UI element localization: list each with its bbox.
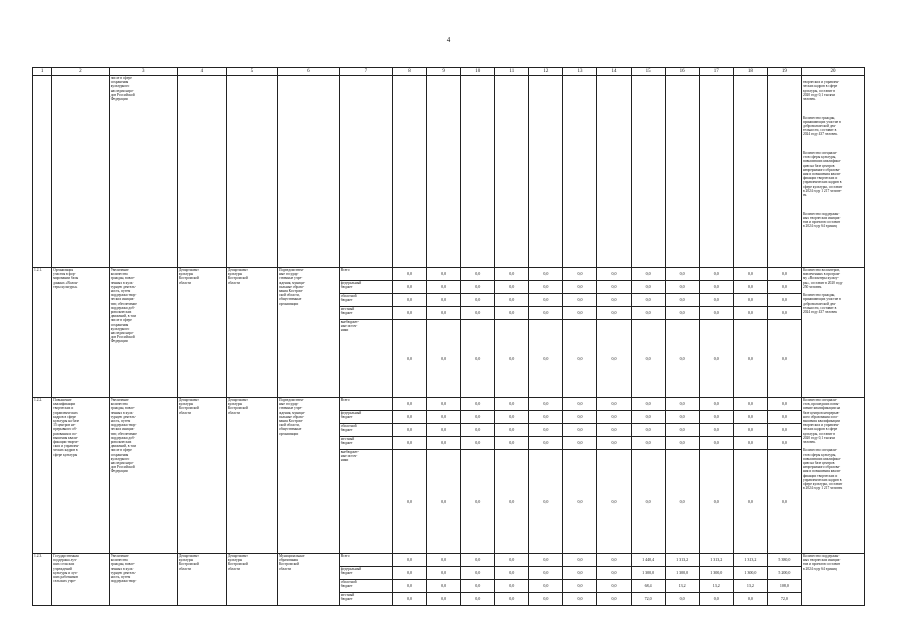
column-number-19: 19 bbox=[767, 68, 801, 76]
funding-value: 0,0 bbox=[495, 294, 529, 307]
funding-value: 0,0 bbox=[393, 437, 427, 450]
funding-value: 0,0 bbox=[699, 281, 733, 294]
funding-value: 0,0 bbox=[699, 450, 733, 554]
coexecutor: Департамент культуры Костромской области bbox=[226, 554, 277, 606]
funding-value: 0,0 bbox=[767, 307, 801, 320]
column-number-1: 1 bbox=[33, 68, 52, 76]
funding-value: 0,0 bbox=[665, 411, 699, 424]
funding-value: 0,0 bbox=[529, 411, 563, 424]
funding-value: 0,0 bbox=[461, 307, 495, 320]
funding-source: федеральный бюджет bbox=[339, 281, 392, 294]
funding-source: внебюджет- ные источ- ники bbox=[339, 450, 392, 554]
funding-value: 0,0 bbox=[495, 580, 529, 593]
funding-value: 5 200,0 bbox=[767, 567, 801, 580]
funding-value: 0,0 bbox=[597, 567, 631, 580]
funding-value: 1 300,0 bbox=[631, 567, 665, 580]
funding-value: 0,0 bbox=[665, 437, 699, 450]
funding-value: 0,0 bbox=[631, 411, 665, 424]
cont-cell-7 bbox=[339, 76, 392, 268]
table-row bbox=[33, 554, 865, 567]
column-number-14: 14 bbox=[597, 68, 631, 76]
funding-value: 0,0 bbox=[495, 437, 529, 450]
cont-cell-15 bbox=[631, 76, 665, 268]
funding-value: 0,0 bbox=[767, 320, 801, 398]
funding-value: 0,0 bbox=[393, 411, 427, 424]
participants: Подведомствен- ные государ- ственные учре- ждения, муници- пальные образо- вания Костром- ской области, общественные организации bbox=[277, 268, 339, 398]
funding-value: 0,0 bbox=[699, 411, 733, 424]
funding-value: 0,0 bbox=[563, 450, 597, 554]
continuation-row bbox=[33, 76, 865, 268]
funding-value: 0,0 bbox=[563, 268, 597, 281]
funding-value: 0,0 bbox=[665, 450, 699, 554]
funding-value: 0,0 bbox=[733, 398, 767, 411]
column-number-3: 3 bbox=[109, 68, 177, 76]
funding-value: 0,0 bbox=[597, 320, 631, 398]
funding-value: 0,0 bbox=[733, 268, 767, 281]
funding-value: 0,0 bbox=[665, 424, 699, 437]
funding-value: 0,0 bbox=[529, 437, 563, 450]
funding-value: 0,0 bbox=[427, 411, 461, 424]
funding-value: 0,0 bbox=[767, 450, 801, 554]
funding-value: 0,0 bbox=[563, 411, 597, 424]
funding-value: 0,0 bbox=[427, 307, 461, 320]
funding-value: 0,0 bbox=[665, 307, 699, 320]
funding-value: 0,0 bbox=[699, 398, 733, 411]
funding-value: 0,0 bbox=[631, 320, 665, 398]
funding-value: 0,0 bbox=[393, 281, 427, 294]
row-number: 1.2.3. bbox=[33, 554, 52, 606]
cont-cell-2 bbox=[52, 76, 110, 268]
coexecutor: Департамент культуры Костромской области bbox=[226, 398, 277, 554]
funding-value: 0,0 bbox=[631, 268, 665, 281]
funding-value: 0,0 bbox=[699, 437, 733, 450]
measure-name: Организация участия в фор- мировании базы данных «Волон- теры культуры» bbox=[52, 268, 110, 398]
funding-value: 0,0 bbox=[393, 398, 427, 411]
funding-value: 0,0 bbox=[461, 437, 495, 450]
column-number-5: 5 bbox=[226, 68, 277, 76]
program-table-sheet bbox=[32, 67, 865, 606]
funding-value: 0,0 bbox=[563, 554, 597, 567]
funding-value: 0,0 bbox=[393, 268, 427, 281]
expected-result: Количество волонтеров, вовлеченных в програм- му «Волонтеры культу- ры», составит в 2020 году 250 человек. Количество граждан, принимающих участие в добровольческой дея- тельности, составит в 2024 году 437 человек bbox=[801, 268, 864, 398]
funding-value: 0,0 bbox=[427, 281, 461, 294]
funding-value: 0,0 bbox=[665, 268, 699, 281]
cont-cell-18 bbox=[733, 76, 767, 268]
funding-source: внебюджет- ные источ- ники bbox=[339, 320, 392, 398]
funding-value: 0,0 bbox=[733, 450, 767, 554]
funding-value: 0,0 bbox=[393, 424, 427, 437]
program-table bbox=[32, 67, 865, 606]
cont-cell-14 bbox=[597, 76, 631, 268]
funding-value: 0,0 bbox=[597, 424, 631, 437]
funding-value: 0,0 bbox=[461, 398, 495, 411]
funding-value: 0,0 bbox=[529, 567, 563, 580]
funding-value: 0,0 bbox=[631, 450, 665, 554]
funding-value: 0,0 bbox=[699, 593, 733, 606]
column-number-9: 9 bbox=[427, 68, 461, 76]
funding-source: федеральный бюджет bbox=[339, 411, 392, 424]
measure-goal: Увеличение количества граждан, вовле- ченных в куль- турную деятель- ность, путем поддержки твор- ческих инициа- тив; обеспечение поддержки доб- ровольческих движений, в том числе в сфере сохранения культурного наследия наро- дов Российской Федерации bbox=[109, 268, 177, 398]
funding-value: 0,0 bbox=[563, 281, 597, 294]
funding-value: 0,0 bbox=[495, 450, 529, 554]
cont-cell-5 bbox=[226, 76, 277, 268]
column-number-16: 16 bbox=[665, 68, 699, 76]
cont-result-cell bbox=[801, 76, 864, 268]
column-number-row bbox=[33, 68, 865, 76]
column-number-10: 10 bbox=[461, 68, 495, 76]
funding-value: 0,0 bbox=[529, 281, 563, 294]
funding-value: 0,0 bbox=[461, 424, 495, 437]
funding-value: 0,0 bbox=[597, 307, 631, 320]
column-number-20: 20 bbox=[801, 68, 864, 76]
funding-value: 0,0 bbox=[665, 294, 699, 307]
funding-source: Всего bbox=[339, 398, 392, 411]
column-number-11: 11 bbox=[495, 68, 529, 76]
funding-value: 1 300,0 bbox=[733, 567, 767, 580]
measure-name: Повышение квалификации творческих и управленческих кадров в сфере культуры на базе 15 центров не- прерывного об- разования и по- вышения квали- фикации творче- ских и управлен- ческих кадров в сфере культуры bbox=[52, 398, 110, 554]
funding-value: 0,0 bbox=[461, 593, 495, 606]
funding-value: 0,0 bbox=[767, 437, 801, 450]
funding-value: 0,0 bbox=[597, 450, 631, 554]
responsible-executor: Департамент культуры Костромской области bbox=[177, 398, 226, 554]
responsible-executor: Департамент культуры Костромской области bbox=[177, 554, 226, 606]
funding-value: 1 440,4 bbox=[631, 554, 665, 567]
funding-value: 0,0 bbox=[495, 411, 529, 424]
cont-cell-16 bbox=[665, 76, 699, 268]
cont-cell-13 bbox=[563, 76, 597, 268]
funding-value: 0,0 bbox=[563, 307, 597, 320]
column-number-4: 4 bbox=[177, 68, 226, 76]
funding-value: 13,2 bbox=[665, 580, 699, 593]
cont-cell-10 bbox=[461, 76, 495, 268]
coexecutor: Департамент культуры Костромской области bbox=[226, 268, 277, 398]
table-row bbox=[33, 398, 865, 411]
funding-value: 1 300,0 bbox=[665, 567, 699, 580]
column-number-8: 8 bbox=[393, 68, 427, 76]
funding-value: 0,0 bbox=[597, 580, 631, 593]
funding-value: 0,0 bbox=[529, 398, 563, 411]
funding-value: 0,0 bbox=[427, 593, 461, 606]
funding-value: 5 380,0 bbox=[767, 554, 801, 567]
cont-result-2: Количество граждан, принимающих участие в добровольческой дея- тельности, составит в 2024 году 437 человек. bbox=[802, 115, 841, 137]
funding-value: 0,0 bbox=[427, 398, 461, 411]
funding-value: 0,0 bbox=[461, 567, 495, 580]
cont-cell-6 bbox=[277, 76, 339, 268]
funding-value: 1 313,2 bbox=[665, 554, 699, 567]
funding-value: 0,0 bbox=[495, 554, 529, 567]
funding-value: 0,0 bbox=[393, 554, 427, 567]
funding-value: 0,0 bbox=[597, 437, 631, 450]
funding-value: 0,0 bbox=[631, 281, 665, 294]
cont-cell-4 bbox=[177, 76, 226, 268]
funding-value: 0,0 bbox=[529, 294, 563, 307]
column-number-12: 12 bbox=[529, 68, 563, 76]
funding-value: 0,0 bbox=[767, 398, 801, 411]
funding-value: 0,0 bbox=[529, 554, 563, 567]
funding-value: 13,2 bbox=[733, 580, 767, 593]
funding-value: 0,0 bbox=[393, 320, 427, 398]
funding-value: 0,0 bbox=[393, 567, 427, 580]
cont-result-3: Количество специали- стов сферы культуры, повысивших квалифика- цию на базе центров непрерывного образова- ния и повышения квали- фикации творческих и управленческих кадров в сфере культуры, составит в 2024 году 1 217 челове- ек. bbox=[802, 151, 843, 198]
row-number: 1.2.1. bbox=[33, 268, 52, 398]
funding-value: 0,0 bbox=[495, 398, 529, 411]
funding-value: 0,0 bbox=[597, 268, 631, 281]
funding-value: 0,0 bbox=[461, 554, 495, 567]
funding-source: местный бюджет bbox=[339, 307, 392, 320]
funding-value: 0,0 bbox=[733, 307, 767, 320]
funding-value: 68,4 bbox=[631, 580, 665, 593]
funding-value: 0,0 bbox=[563, 320, 597, 398]
funding-value: 0,0 bbox=[427, 294, 461, 307]
cont-cell-19 bbox=[767, 76, 801, 268]
participants: Муниципальные образования Костромской области bbox=[277, 554, 339, 606]
funding-value: 0,0 bbox=[631, 424, 665, 437]
funding-value: 0,0 bbox=[427, 320, 461, 398]
page-number: 4 bbox=[446, 36, 451, 44]
column-number-2: 2 bbox=[52, 68, 110, 76]
funding-value: 72,0 bbox=[631, 593, 665, 606]
funding-value: 0,0 bbox=[495, 424, 529, 437]
funding-value: 0,0 bbox=[699, 294, 733, 307]
funding-value: 0,0 bbox=[597, 554, 631, 567]
funding-value: 0,0 bbox=[461, 450, 495, 554]
funding-value: 0,0 bbox=[733, 424, 767, 437]
funding-value: 0,0 bbox=[495, 281, 529, 294]
funding-value: 0,0 bbox=[597, 411, 631, 424]
funding-value: 0,0 bbox=[563, 398, 597, 411]
funding-value: 0,0 bbox=[427, 437, 461, 450]
funding-value: 0,0 bbox=[461, 411, 495, 424]
funding-value: 0,0 bbox=[733, 411, 767, 424]
row-number: 1.2.2. bbox=[33, 398, 52, 554]
column-number-15: 15 bbox=[631, 68, 665, 76]
funding-value: 0,0 bbox=[563, 294, 597, 307]
funding-source: Всего bbox=[339, 268, 392, 281]
funding-value: 0,0 bbox=[665, 281, 699, 294]
column-number-6: 6 bbox=[277, 68, 339, 76]
funding-value: 0,0 bbox=[733, 320, 767, 398]
funding-source: областной бюджет bbox=[339, 580, 392, 593]
funding-value: 0,0 bbox=[699, 424, 733, 437]
funding-value: 0,0 bbox=[563, 580, 597, 593]
funding-value: 0,0 bbox=[495, 307, 529, 320]
funding-value: 0,0 bbox=[529, 320, 563, 398]
funding-value: 0,0 bbox=[427, 268, 461, 281]
funding-value: 0,0 bbox=[461, 281, 495, 294]
funding-value: 0,0 bbox=[393, 593, 427, 606]
funding-value: 0,0 bbox=[665, 593, 699, 606]
funding-value: 0,0 bbox=[529, 450, 563, 554]
funding-value: 0,0 bbox=[733, 294, 767, 307]
funding-value: 0,0 bbox=[665, 398, 699, 411]
funding-value: 1 313,2 bbox=[733, 554, 767, 567]
expected-result: Количество специали- стов, прошедших повы- шение квалификации на базе центров непрерыв- ного образования и по- вышения квалификации творческих и управлен- ческих кадров в сфере культуры, составит в 2020 году 0,1 тысячи человек. Количество специали- стов сферы культуры, повысивших квалифика- цию на базе центров непрерывного образова- ния и повышения квали- фикации творческих и управленческих кадров в сфере культуры, составит в 2024 году 1 217 человек bbox=[801, 398, 864, 554]
cont-cell-11 bbox=[495, 76, 529, 268]
responsible-executor: Департамент культуры Костромской области bbox=[177, 268, 226, 398]
funding-value: 0,0 bbox=[597, 281, 631, 294]
funding-value: 72,0 bbox=[767, 593, 801, 606]
funding-value: 0,0 bbox=[427, 424, 461, 437]
measure-name: Государственная поддержка луч- ших сельских учреждений культуры и луч- ших работников сельских учре- bbox=[52, 554, 110, 606]
funding-value: 0,0 bbox=[563, 567, 597, 580]
funding-value: 0,0 bbox=[665, 320, 699, 398]
expected-result: Количество поддержан- ных творческих инициа- тив и проектов составит в 2024 году 64 единиц bbox=[801, 554, 864, 606]
funding-value: 1 313,2 bbox=[699, 554, 733, 567]
funding-value: 0,0 bbox=[767, 268, 801, 281]
funding-value: 0,0 bbox=[495, 567, 529, 580]
funding-value: 0,0 bbox=[631, 398, 665, 411]
measure-goal: Увеличение количества граждан, вовле- ченных в куль- турную деятель- ность, путем поддержки твор- bbox=[109, 554, 177, 606]
funding-value: 0,0 bbox=[427, 450, 461, 554]
column-number-18: 18 bbox=[733, 68, 767, 76]
funding-value: 0,0 bbox=[529, 268, 563, 281]
funding-value: 0,0 bbox=[631, 437, 665, 450]
funding-value: 0,0 bbox=[495, 593, 529, 606]
cont-goal-text: числе в сфере сохранения культурного наследия наро- дов Российской Федерации bbox=[109, 76, 177, 268]
column-number-13: 13 bbox=[563, 68, 597, 76]
funding-value: 0,0 bbox=[699, 320, 733, 398]
cont-cell-12 bbox=[529, 76, 563, 268]
funding-value: 0,0 bbox=[563, 593, 597, 606]
funding-value: 0,0 bbox=[767, 281, 801, 294]
funding-value: 0,0 bbox=[631, 307, 665, 320]
funding-value: 0,0 bbox=[427, 580, 461, 593]
funding-value: 0,0 bbox=[767, 424, 801, 437]
funding-value: 0,0 bbox=[529, 424, 563, 437]
funding-value: 0,0 bbox=[733, 437, 767, 450]
cont-cell-8 bbox=[393, 76, 427, 268]
funding-source: местный бюджет bbox=[339, 593, 392, 606]
funding-value: 0,0 bbox=[597, 294, 631, 307]
funding-source: местный бюджет bbox=[339, 437, 392, 450]
funding-value: 0,0 bbox=[461, 268, 495, 281]
funding-source: Всего bbox=[339, 554, 392, 567]
funding-value: 0,0 bbox=[767, 294, 801, 307]
funding-value: 0,0 bbox=[427, 567, 461, 580]
funding-value: 0,0 bbox=[393, 450, 427, 554]
column-number-7: 7 bbox=[339, 68, 392, 76]
funding-value: 0,0 bbox=[393, 294, 427, 307]
funding-value: 0,0 bbox=[529, 307, 563, 320]
funding-value: 0,0 bbox=[461, 294, 495, 307]
cont-cell-1 bbox=[33, 76, 52, 268]
funding-value: 0,0 bbox=[767, 411, 801, 424]
cont-result-1: творческих и управлен- ческих кадров в сфере культуры, составит в 2020 году 0,1 тысячи человек. bbox=[802, 80, 840, 102]
funding-value: 0,0 bbox=[597, 593, 631, 606]
funding-value: 0,0 bbox=[393, 307, 427, 320]
funding-value: 0,0 bbox=[563, 424, 597, 437]
funding-value: 0,0 bbox=[529, 593, 563, 606]
funding-value: 0,0 bbox=[529, 580, 563, 593]
measure-goal: Увеличение количества граждан, вовле- ченных в куль- турную деятель- ность, путем поддержки твор- ческих инициа- тив; обеспечение поддержки доб- ровольческих движений, в том числе в сфере сохранения культурного наследия наро- дов Российской Федерации bbox=[109, 398, 177, 554]
funding-value: 0,0 bbox=[393, 580, 427, 593]
funding-value: 13,2 bbox=[699, 580, 733, 593]
funding-value: 0,0 bbox=[733, 281, 767, 294]
participants: Подведомствен- ные государ- ственные учре- ждения, муници- пальные образо- вания Костром- ской области, общественные организации bbox=[277, 398, 339, 554]
funding-value: 0,0 bbox=[427, 554, 461, 567]
column-number-17: 17 bbox=[699, 68, 733, 76]
funding-value: 1 300,0 bbox=[699, 567, 733, 580]
funding-value: 0,0 bbox=[733, 593, 767, 606]
funding-source: областной бюджет bbox=[339, 294, 392, 307]
funding-value: 0,0 bbox=[495, 268, 529, 281]
funding-value: 0,0 bbox=[461, 320, 495, 398]
funding-source: федеральный бюджет bbox=[339, 567, 392, 580]
cont-cell-9 bbox=[427, 76, 461, 268]
funding-value: 0,0 bbox=[699, 268, 733, 281]
cont-result-4: Количество поддержан- ных творческих инициа- тив и проектов составит в 2024 году 64 единиц bbox=[802, 211, 841, 229]
table-row bbox=[33, 268, 865, 281]
funding-value: 0,0 bbox=[495, 320, 529, 398]
funding-value: 108,0 bbox=[767, 580, 801, 593]
funding-value: 0,0 bbox=[563, 437, 597, 450]
funding-value: 0,0 bbox=[631, 294, 665, 307]
funding-value: 0,0 bbox=[597, 398, 631, 411]
funding-source: областной бюджет bbox=[339, 424, 392, 437]
funding-value: 0,0 bbox=[461, 580, 495, 593]
funding-value: 0,0 bbox=[699, 307, 733, 320]
cont-cell-17 bbox=[699, 76, 733, 268]
